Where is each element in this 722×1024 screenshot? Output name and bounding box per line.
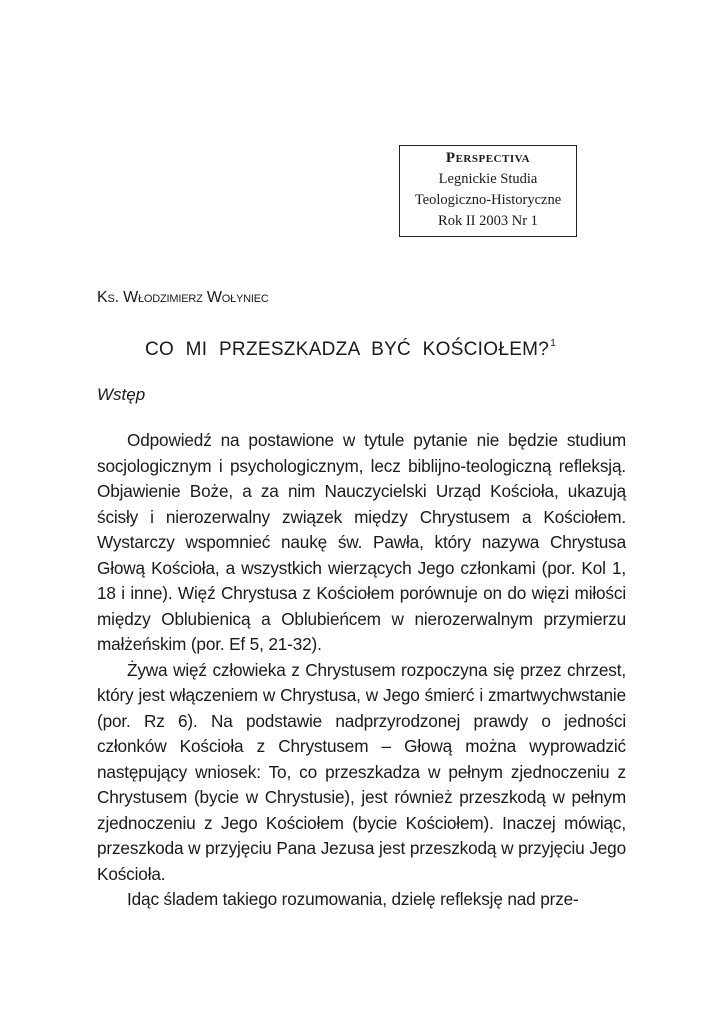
journal-subtitle-line1: Legnickie Studia — [438, 171, 538, 187]
body-paragraph-2: Żywa więź człowieka z Chrystusem rozpoczyna się przez chrzest, który jest włączeniem w Chrystusa, w Jego śmierć i zmartwychwstanie (por. Rz 6). Na podstawie nadprzyrodzonej prawdy o jedności członków Kościoła z Chrystusem – Głową można wyprowadzić następujący wniosek: To, co przeszkadza w pełnym zjednoczeniu z Chrystusem (bycie w Chrystusie), jest również przeszkodą w pełnym zjednoczeniu z Jego Kościołem (bycie Kościołem). Inaczej mówiąc, przeszkoda w przyjęciu Pana Jezusa jest przeszkodą w przyjęciu Jego Kościoła. — [97, 659, 626, 884]
article-title-text: CO MI PRZESZKADZA BYĆ KOŚCIOŁEM? — [145, 339, 550, 360]
journal-title: Perspectiva — [445, 150, 531, 166]
title-footnote-marker: 1 — [550, 338, 557, 349]
journal-subtitle-line2: Teologiczno-Historyczne — [414, 192, 562, 208]
section-heading: Wstęp — [97, 385, 146, 404]
journal-info-box — [399, 145, 577, 237]
body-paragraph-3: Idąc śladem takiego rozumowania, dzielę refleksję nad prze- — [127, 889, 579, 909]
journal-issue: Rok II 2003 Nr 1 — [438, 213, 538, 229]
article-title — [145, 338, 556, 361]
body-paragraph-1: Odpowiedź na postawione w tytule pytanie nie będzie studium socjologicznym i psychologicznym, lecz biblijno-teologiczną refleksją. Objawienie Boże, a za nim Nauczycielski Urząd Kościoła, ukazują ścisły i nierozerwalny związek między Chrystusem a Kościołem. Wystarczy wspomnieć naukę św. Pawła, który nazywa Chrystusa Głową Kościoła, a wszystkich wierzących Jego członkami (por. Kol 1, 18 i inne). Więź Chrystusa z Kościołem porównuje on do więzi miłości między Oblubienicą a Oblubieńcem w nierozerwalnym przymierzu małżeńskim (por. Ef 5, 21-32). — [97, 430, 626, 654]
article-body — [97, 428, 626, 913]
article-author: Ks. Włodzimierz Wołyniec — [97, 289, 269, 306]
